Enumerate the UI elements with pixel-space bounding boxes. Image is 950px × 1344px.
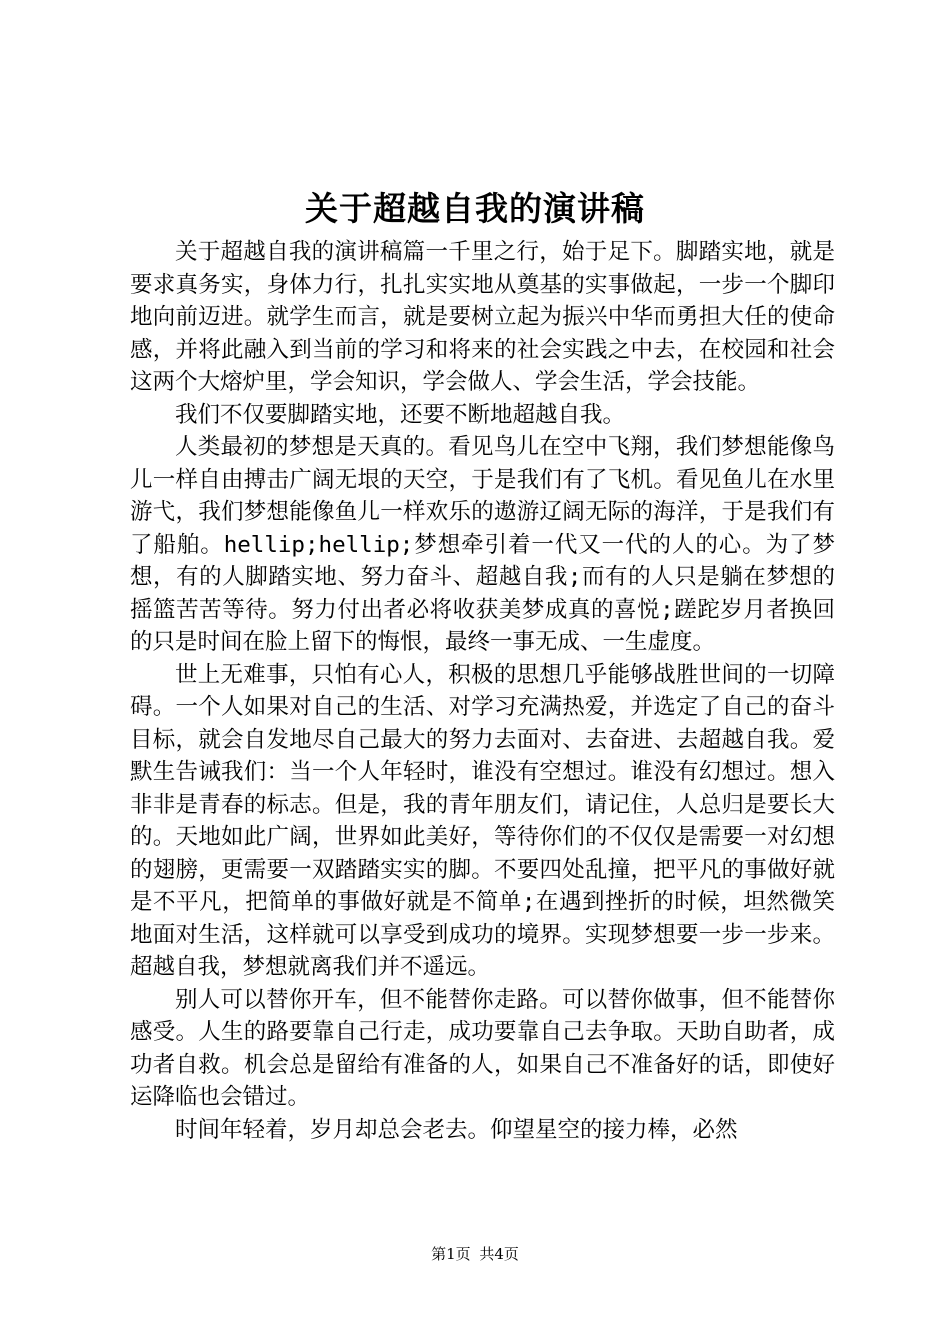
document-body [130, 236, 835, 1146]
paragraph: 我们不仅要脚踏实地，还要不断地超越自我。 [175, 401, 626, 428]
page-total: 共4页 [479, 1245, 519, 1263]
document-title: 关于超越自我的演讲稿 [305, 189, 645, 228]
paragraph: 世上无难事，只怕有心人，积极的思想几乎能够战胜世间的一切障碍。一个人如果对自己的生活、对学习充满热爱，并选定了自己的奋斗目标，就会自发地尽自己最大的努力去面对、去奋进、去超越自我。爱默生告诫我们：当一个人年轻时，谁没有空想过。谁没有幻想过。想入非非是青春的标志。但是，我的青年朋友们，请记住，人总归是要长大的。天地如此广阔，世界如此美好，等待你们的不仅仅是需要一对幻想的翅膀，更需要一双踏踏实实的脚。不要四处乱撞，把平凡的事做好就是不平凡，把简单的事做好就是不简单;在遇到挫折的时候，坦然微笑地面对生活，这样就可以享受到成功的境界。实现梦想要一步一步来。超越自我，梦想就离我们并不遥远。 [130, 661, 835, 980]
paragraph: 关于超越自我的演讲稿篇一千里之行，始于足下。脚踏实地，就是要求真务实，身体力行，扎扎实实地从奠基的实事做起，一步一个脚印地向前迈进。就学生而言，就是要树立起为振兴中华而勇担大任的使命感，并将此融入到当前的学习和将来的社会实践之中去，在校园和社会这两个大熔炉里，学会知识，学会做人、学会生活，学会技能。 [130, 239, 835, 395]
page-footer [0, 1244, 950, 1264]
paragraph: 时间年轻着，岁月却总会老去。仰望星空的接力棒，必然 [175, 1116, 738, 1143]
paragraph: 别人可以替你开车，但不能替你走路。可以替你做事，但不能替你感受。人生的路要靠自己行走，成功要靠自己去争取。天助自助者，成功者自救。机会总是留给有准备的人，如果自己不准备好的话，即使好运降临也会错过。 [130, 986, 835, 1110]
page-number: 第1页 [431, 1245, 471, 1263]
paragraph: 人类最初的梦想是天真的。看见鸟儿在空中飞翔，我们梦想能像鸟儿一样自由搏击广阔无垠的天空，于是我们有了飞机。看见鱼儿在水里游弋，我们梦想能像鱼儿一样欢乐的遨游辽阔无际的海洋，于是我们有了船舶。hellip;hellip;梦想牵引着一代又一代的人的心。为了梦想，有的人脚踏实地、努力奋斗、超越自我;而有的人只是躺在梦想的摇篮苦苦等待。努力付出者必将收获美梦成真的喜悦;蹉跎岁月者换回的只是时间在脸上留下的悔恨，最终一事无成、一生虚度。 [130, 434, 835, 655]
